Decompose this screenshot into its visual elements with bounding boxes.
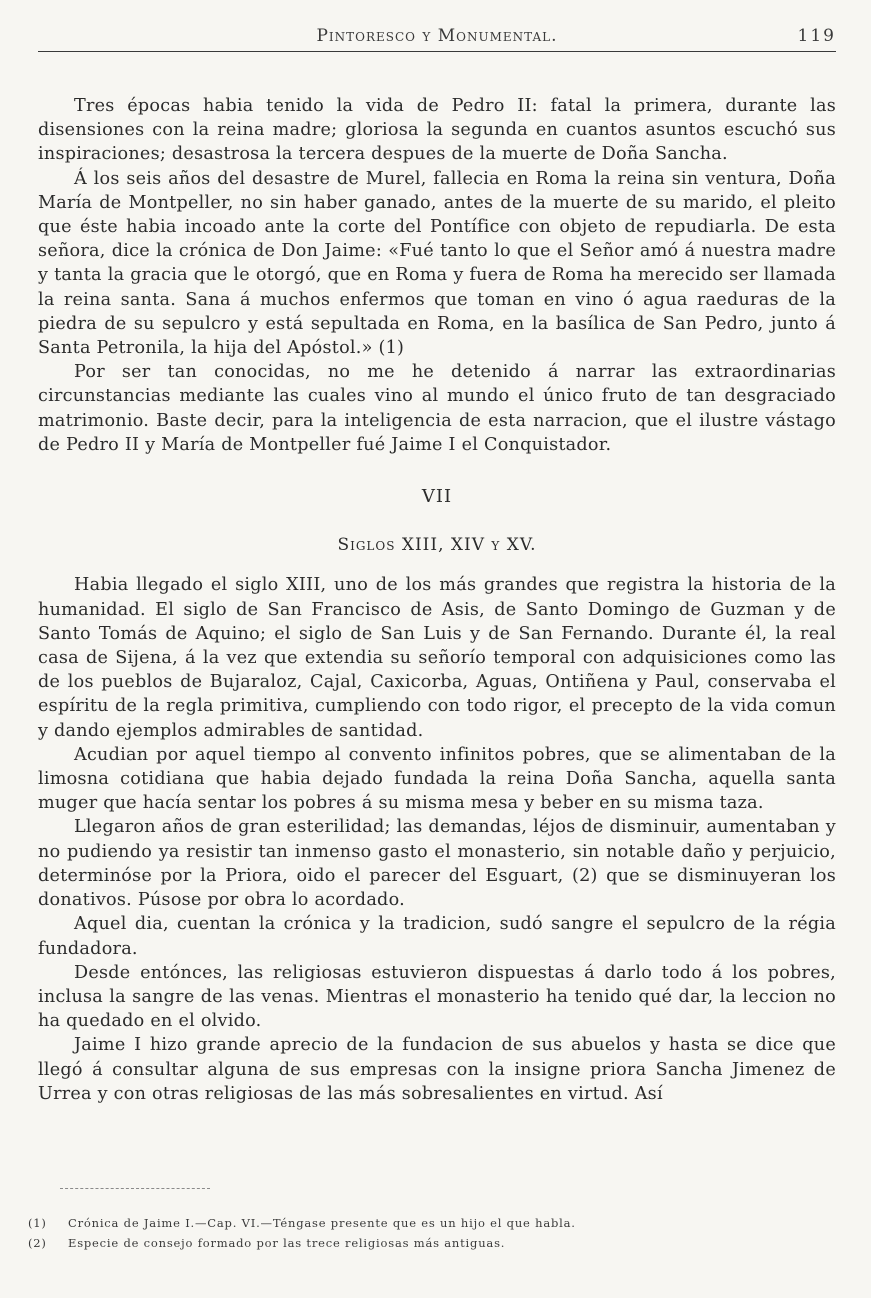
paragraph: Por ser tan conocidas, no me he detenido á narrar las extraordinarias circunstancias mediante las cuales vino al mundo el único fruto de tan desgraciado matrimonio. Baste decir, para la inteligencia de esta narracion, que el ilustre vástago de Pedro II y María de Montpeller fué Jaime I el Conquistador. <box>38 362 836 455</box>
footnote-mark: (1) <box>28 1216 47 1230</box>
footnote-mark: (2) <box>28 1236 47 1250</box>
book-page <box>38 20 836 1285</box>
footnote-rule <box>60 1188 210 1189</box>
paragraph: Tres épocas habia tenido la vida de Pedro II: fatal la primera, durante las disensiones con la reina madre; gloriosa la segunda en cuantos asuntos escuchó sus inspiraciones; desastrosa la tercera despues de la muerte de Doña Sancha. <box>38 96 836 165</box>
running-title: Pintoresco y Monumental. <box>316 26 558 46</box>
paragraph: Llegaron años de gran esterilidad; las demandas, léjos de disminuir, aumentaban y no pudiendo ya resistir tan inmenso gasto el monasterio, sin notable daño y perjuicio, determinóse por la Priora, oido el parecer del Esguart, (2) que se disminuyeran los donativos. Púsose por obra lo acordado. <box>38 817 836 911</box>
body-text <box>38 94 836 1106</box>
header-rule <box>38 51 836 52</box>
footnote-1 <box>28 1213 576 1233</box>
page-number: 119 <box>797 26 836 46</box>
paragraph: Aquel dia, cuentan la crónica y la tradicion, sudó sangre el sepulcro de la régia fundadora. <box>38 914 836 959</box>
paragraph: Desde entónces, las religiosas estuvieron dispuestas á darlo todo á los pobres, inclusa la sangre de las venas. Mientras el monasterio ha tenido qué dar, la leccion no ha quedado en el olvido. <box>38 962 836 1032</box>
section-title: Siglos XIII, XIV y XV. <box>337 535 537 556</box>
paragraph: Acudian por aquel tiempo al convento infinitos pobres, que se alimentaban de la limosna cotidiana que habia dejado fundada la reina Doña Sancha, aquella santa muger que hacía sentar los pobres á su misma mesa y beber en su misma taza. <box>38 744 836 814</box>
footnote-2 <box>28 1233 576 1253</box>
footnotes <box>28 1213 576 1253</box>
section-number: VII <box>421 486 453 508</box>
footnote-text: Crónica de Jaime I.—Cap. VI.—Téngase presente que es un hijo el que habla. <box>68 1216 576 1230</box>
footnote-text: Especie de consejo formado por las trece religiosas más antiguas. <box>68 1236 506 1250</box>
paragraph: Á los seis años del desastre de Murel, fallecia en Roma la reina sin ventura, Doña María de Montpeller, no sin haber ganado, antes de la muerte de su marido, el pleito que éste habia incoado ante la corte del Pontífice con objeto de repudiarla. De esta señora, dice la crónica de Don Jaime: «Fué tanto lo que el Señor amó á nuestra madre y tanta la gracia que le otorgó, que en Roma y fuera de Roma ha merecido ser llamada la reina santa. Sana á muchos enfermos que toman en vino ó agua raeduras de la piedra de su sepulcro y está sepultada en Roma, en la basílica de San Pedro, junto á Santa Petronila, la hija del Apóstol.» (1) <box>38 168 836 359</box>
running-head <box>38 20 836 50</box>
paragraph: Jaime I hizo grande aprecio de la fundacion de sus abuelos y hasta se dice que llegó á consultar alguna de sus empresas con la insigne priora Sancha Jimenez de Urrea y con otras religiosas de las más sobresalientes en virtud. Así <box>38 1035 836 1104</box>
paragraph: Habia llegado el siglo XIII, uno de los más grandes que registra la historia de la humanidad. El siglo de San Francisco de Asis, de Santo Domingo de Guzman y de Santo Tomás de Aquino; el siglo de San Luis y de San Fernando. Durante él, la real casa de Sijena, á la vez que extendia su señorío temporal con adquisiciones como las de los pueblos de Bujaraloz, Cajal, Caxicorba, Aguas, Ontiñena y Paul, conservaba el espíritu de la regla primitiva, cumpliendo con todo rigor, el precepto de la vida comun y dando ejemplos admirables de santidad. <box>38 575 836 741</box>
